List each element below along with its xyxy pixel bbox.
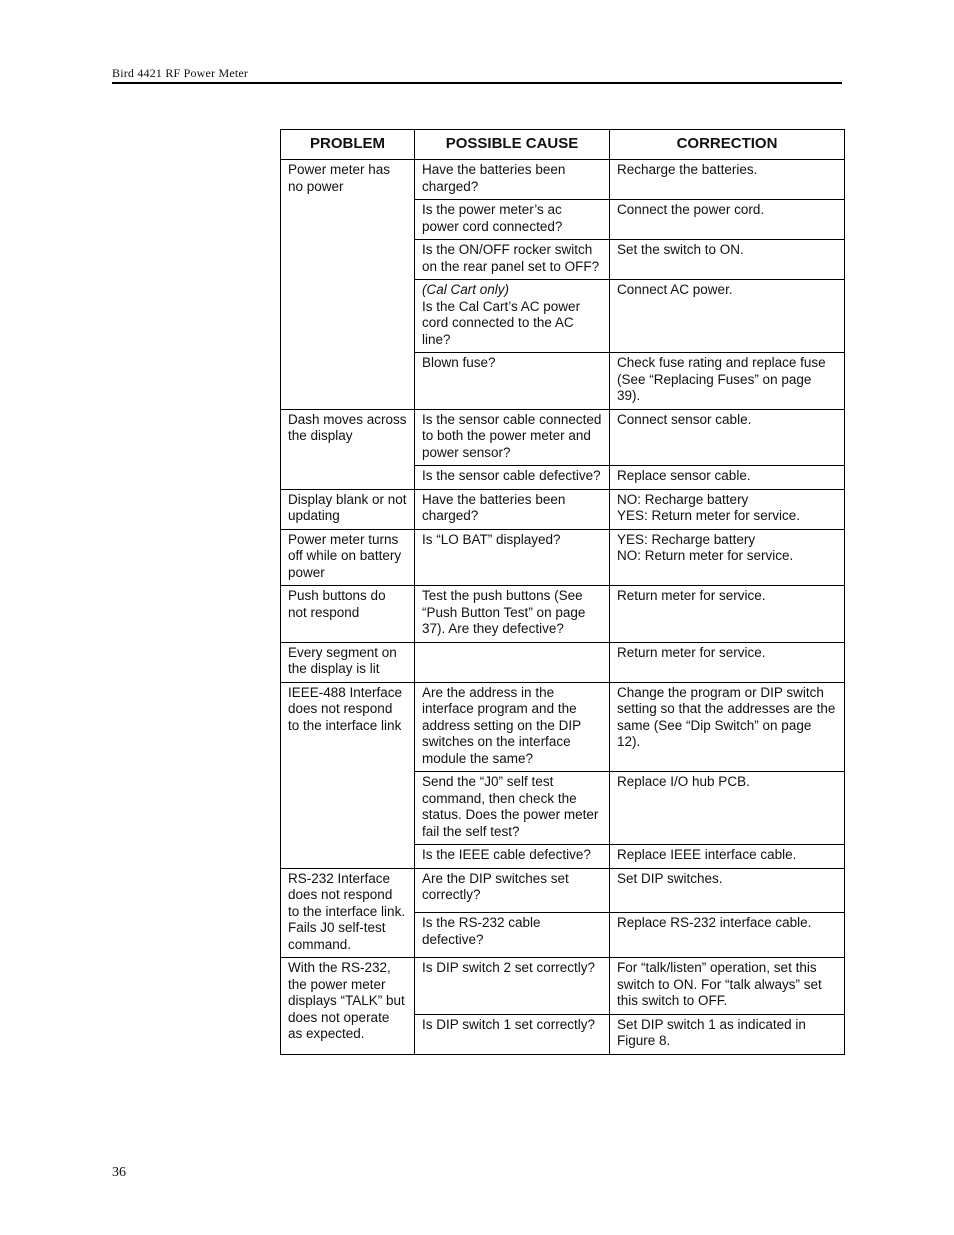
correction-line: Replace sensor cable. — [617, 468, 751, 483]
cause-text: Is “LO BAT” displayed? — [422, 531, 561, 547]
troubleshooting-table — [280, 129, 845, 1055]
correction-line: Return meter for service. — [617, 588, 766, 603]
correction-line: Connect AC power. — [617, 282, 733, 297]
cause-cell — [415, 958, 610, 1015]
page-number: 36 — [112, 1165, 126, 1180]
correction-cell — [610, 682, 845, 772]
table-row — [281, 529, 845, 586]
problem-cell: RS-232 Interface does not respond to the interface link. Fails J0 self-test command. — [281, 868, 415, 958]
cause-text: Have the batteries been charged? — [422, 162, 566, 194]
table-row — [281, 160, 845, 200]
correction-line: YES: Return meter for service. — [617, 508, 801, 523]
table-row — [281, 682, 845, 772]
cause-cell — [415, 529, 610, 586]
table-header-row — [281, 130, 845, 160]
cause-text: Is the sensor cable connected to both the power meter and power sensor? — [422, 411, 602, 460]
correction-line: NO: Return meter for service. — [617, 548, 794, 563]
correction-line: Set the switch to ON. — [617, 242, 744, 257]
cause-cell — [415, 845, 610, 869]
correction-cell — [610, 642, 845, 682]
correction-cell — [610, 409, 845, 466]
cause-cell — [415, 489, 610, 529]
cause-prefix: (Cal Cart only) — [422, 282, 510, 297]
correction-line: Recharge the batteries. — [617, 162, 758, 177]
cause-text: Is the IEEE cable defective? — [422, 847, 591, 862]
cause-text: Is the sensor cable defective? — [422, 468, 601, 483]
correction-cell — [610, 586, 845, 643]
problem-cell: Push buttons do not respond — [281, 586, 415, 643]
cause-cell — [415, 280, 610, 353]
correction-line: Change the program or DIP switch setting so that the addresses are the same (See “Dip Switch” on page 12). — [617, 684, 836, 749]
cause-cell — [415, 466, 610, 490]
correction-cell — [610, 160, 845, 200]
header-rule — [112, 82, 842, 84]
cause-text: Have the batteries been charged? — [422, 491, 566, 523]
table-row — [281, 868, 845, 913]
problem-cell: With the RS-232, the power meter displays “TALK” but does not operate as expected. — [281, 958, 415, 1055]
correction-cell — [610, 353, 845, 410]
table-row — [281, 586, 845, 643]
table-row — [281, 489, 845, 529]
correction-line: Connect sensor cable. — [617, 411, 752, 427]
cause-cell — [415, 586, 610, 643]
problem-cell: Every segment on the display is lit — [281, 642, 415, 682]
correction-cell — [610, 913, 845, 958]
cause-cell — [415, 772, 610, 845]
correction-line: Connect the power cord. — [617, 202, 765, 217]
running-header: Bird 4421 RF Power Meter — [112, 66, 249, 80]
cause-cell — [415, 642, 610, 682]
cause-text: Is DIP switch 1 set correctly? — [422, 1016, 596, 1032]
correction-line: For “talk/listen” operation, set this switch to ON. For “talk always” set this switch to OFF. — [617, 960, 822, 1008]
correction-cell — [610, 529, 845, 586]
correction-line: NO: Recharge battery — [617, 491, 749, 507]
column-header-possible-cause: POSSIBLE CAUSE — [415, 130, 610, 160]
problem-cell: Display blank or not updating — [281, 489, 415, 529]
correction-cell — [610, 772, 845, 845]
problem-cell: Power meter turns off while on battery power — [281, 529, 415, 586]
cause-text: Are the DIP switches set correctly? — [422, 870, 569, 902]
cause-cell — [415, 682, 610, 772]
cause-text: Are the address in the interface program and the address setting on the DIP switches on the interface module the same? — [422, 684, 581, 766]
cause-cell — [415, 1014, 610, 1054]
cause-cell — [415, 913, 610, 958]
table-header — [281, 130, 845, 160]
correction-line: Set DIP switches. — [617, 870, 723, 886]
cause-cell — [415, 240, 610, 280]
cause-cell — [415, 353, 610, 410]
cause-cell — [415, 409, 610, 466]
correction-line: Replace RS-232 interface cable. — [617, 915, 812, 931]
cause-cell — [415, 868, 610, 913]
cause-text: Test the push buttons (See “Push Button Test” on page 37). Are they defective? — [422, 588, 586, 636]
table-row — [281, 642, 845, 682]
correction-line: Return meter for service. — [617, 644, 766, 660]
correction-line: Replace IEEE interface cable. — [617, 847, 797, 862]
correction-line: YES: Recharge battery — [617, 531, 756, 547]
correction-cell — [610, 958, 845, 1015]
cause-text: Is DIP switch 2 set correctly? — [422, 960, 596, 975]
correction-cell — [610, 489, 845, 529]
column-header-problem: PROBLEM — [281, 130, 415, 160]
problem-cell: IEEE-488 Interface does not respond to the interface link — [281, 682, 415, 868]
cause-cell — [415, 200, 610, 240]
correction-cell — [610, 845, 845, 869]
table-row — [281, 409, 845, 466]
cause-text: Is the ON/OFF rocker switch on the rear panel set to OFF? — [422, 242, 600, 274]
problem-cell: Dash moves across the display — [281, 409, 415, 489]
correction-cell — [610, 280, 845, 353]
correction-cell — [610, 200, 845, 240]
column-header-correction: CORRECTION — [610, 130, 845, 160]
correction-cell — [610, 240, 845, 280]
table-body — [281, 160, 845, 1055]
correction-line: Set DIP switch 1 as indicated in Figure 8. — [617, 1016, 806, 1048]
correction-line: Check fuse rating and replace fuse (See “Replacing Fuses” on page 39). — [617, 355, 826, 403]
cause-text: Is the Cal Cart’s AC power cord connected to the AC line? — [422, 298, 581, 347]
correction-cell — [610, 868, 845, 913]
cause-text: Is the power meter’s ac power cord connected? — [422, 202, 563, 234]
problem-cell: Power meter has no power — [281, 160, 415, 410]
cause-text: Is the RS-232 cable defective? — [422, 915, 541, 947]
cause-text: Send the “J0” self test command, then check the status. Does the power meter fail the self test? — [422, 774, 599, 839]
table-row — [281, 958, 845, 1015]
cause-cell — [415, 160, 610, 200]
correction-line: Replace I/O hub PCB. — [617, 774, 750, 789]
cause-text: Blown fuse? — [422, 355, 496, 370]
correction-cell — [610, 1014, 845, 1054]
correction-cell — [610, 466, 845, 490]
